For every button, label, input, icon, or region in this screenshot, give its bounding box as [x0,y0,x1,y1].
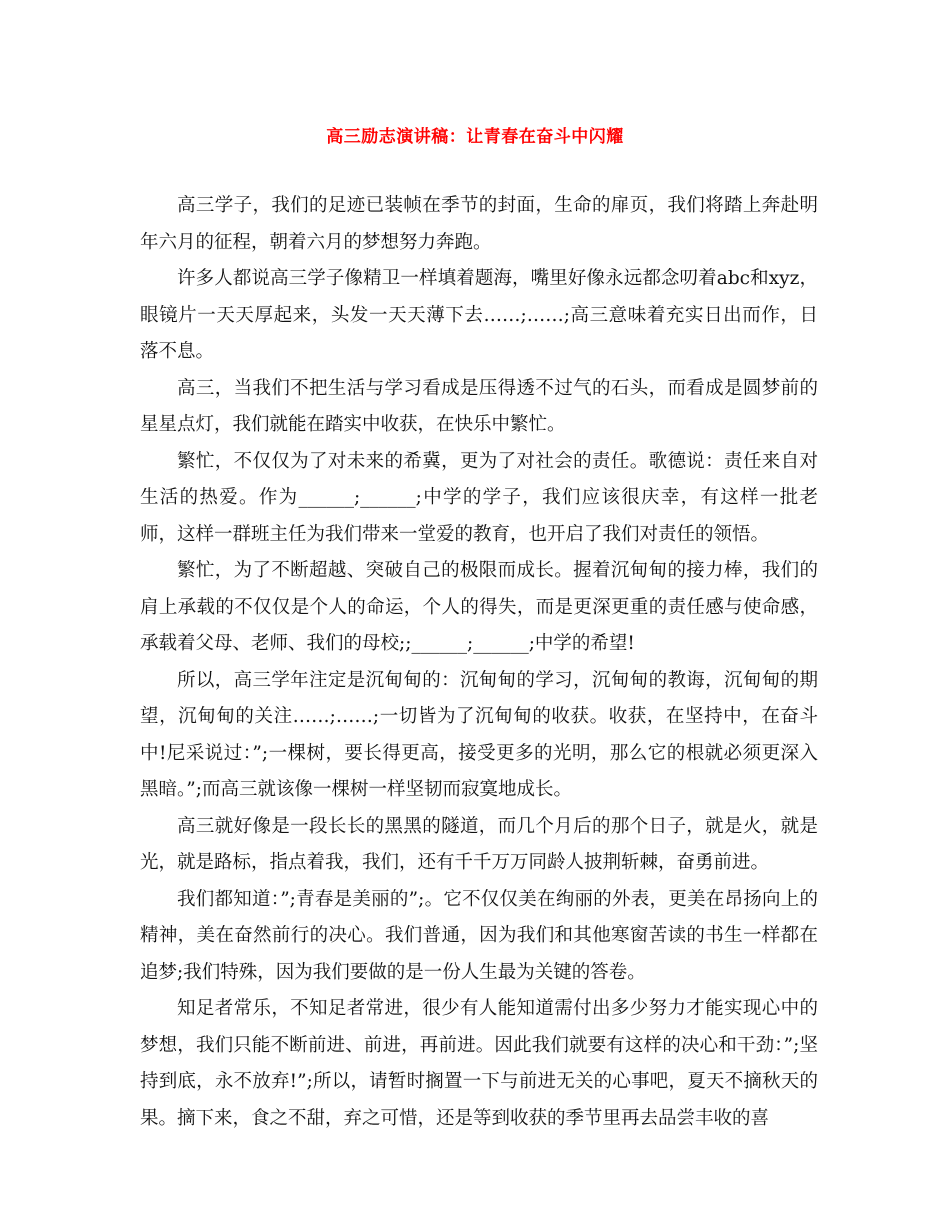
paragraph: 高三，当我们不把生活与学习看成是压得透不过气的石头，而看成是圆梦前的星星点灯，我们就能在踏实中收获，在快乐中繁忙。 [140,377,818,435]
paragraph: 许多人都说高三学子像精卫一样填着题海，嘴里好像永远都念叨着abc和xyz，眼镜片一天天厚起来，头发一天天薄下去……;……;高三意味着充实日出而作，日落不息。 [140,268,818,362]
paragraph: 我们都知道：”;青春是美丽的”;。它不仅仅美在绚丽的外表，更美在昂扬向上的精神，美在奋然前行的决心。我们普通，因为我们和其他寒窗苦读的书生一样都在追梦;我们特殊，因为我们要做的是一份人生最为关键的答卷。 [140,888,818,983]
paragraph: 繁忙，不仅仅为了对未来的希冀，更为了对社会的责任。歌德说：责任来自对生活的热爱。作为______;______;中学的学子，我们应该很庆幸，有这样一批老师，这样一群班主任为我们带来一堂爱的教育，也开启了我们对责任的领悟。 [140,450,818,545]
paragraph: 高三就好像是一段长长的黑黑的隧道，而几个月后的那个日子，就是火，就是光，就是路标，指点着我，我们，还有千千万万同龄人披荆斩棘，奋勇前进。 [140,815,818,873]
paragraph: 知足者常乐，不知足者常进，很少有人能知道需付出多少努力才能实现心中的梦想，我们只能不断前进、前进，再前进。因此我们就要有这样的决心和干劲：”;坚持到底，永不放弃!”;所以，请暂时搁置一下与前进无关的心事吧，夏天不摘秋天的果。摘下来，食之不甜，弃之可惜，还是等到收获的季节里再去品尝丰收的喜 [140,998,818,1129]
paragraph: 所以，高三学年注定是沉甸甸的：沉甸甸的学习，沉甸甸的教诲，沉甸甸的期望，沉甸甸的关注……;……;一切皆为了沉甸甸的收获。收获，在坚持中，在奋斗中!尼采说过：”;一棵树，要长得更高，接受更多的光明，那么它的根就必须更深入黑暗。”;而高三就该像一棵树一样坚韧而寂寞地成长。 [140,669,818,800]
document-body [140,188,818,1137]
document-title: 高三励志演讲稿：让青春在奋斗中闪耀 [326,127,624,147]
paragraph: 繁忙，为了不断超越、突破自己的极限而成长。握着沉甸甸的接力棒，我们的肩上承载的不仅仅是个人的命运，个人的得失，而是更深更重的责任感与使命感，承载着父母、老师、我们的母校;;______;______;中学的希望! [140,560,818,654]
paragraph: 高三学子，我们的足迹已装帧在季节的封面，生命的扉页，我们将踏上奔赴明年六月的征程，朝着六月的梦想努力奔跑。 [140,195,818,253]
